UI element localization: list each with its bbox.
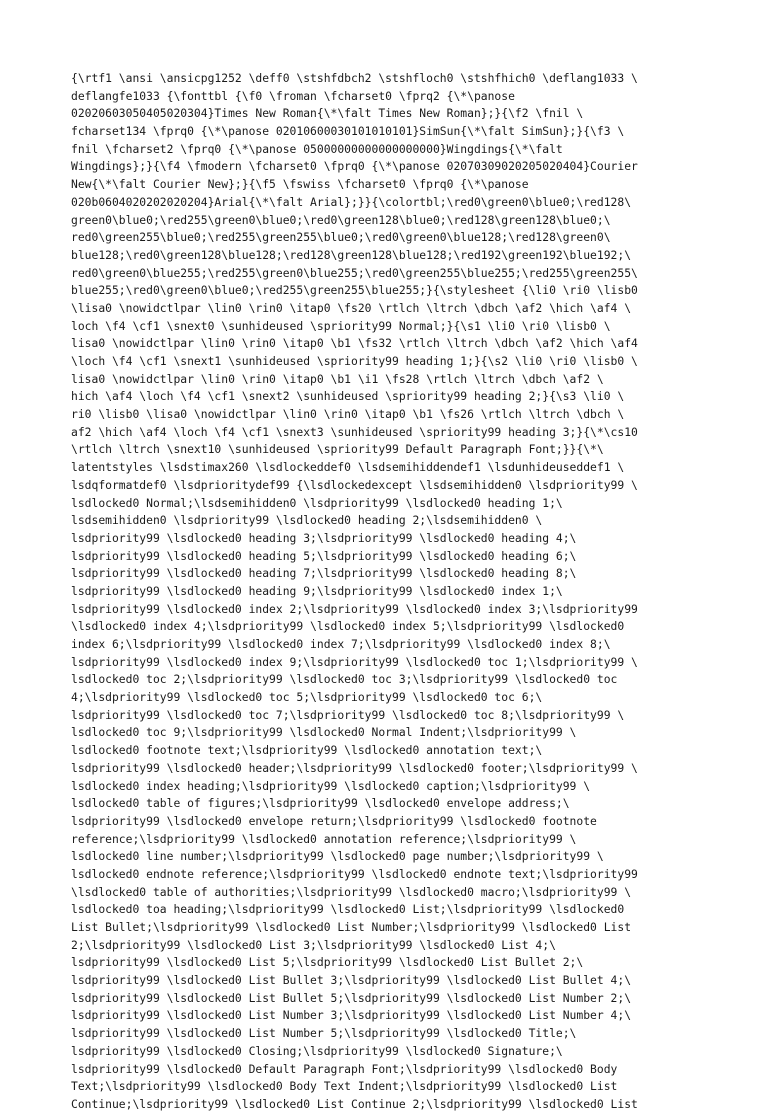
text-line: 4;\lsdpriority99 \lsdlocked0 toc 5;\lsdpriority99 \lsdlocked0 toc 6;\ bbox=[71, 690, 543, 705]
text-line: 020b0604020202020204}Arial{\*\falt Arial};}}{\colortbl;\red0\green0\blue0;\red128\ bbox=[71, 194, 632, 209]
text-line: \loch \f4 \cf1 \snext1 \sunhideused \spriority99 heading 1;}{\s2 \li0 \ri0 \lisb0 \ bbox=[71, 354, 638, 368]
text-line: lsdlocked0 toc 9;\lsdpriority99 \lsdlocked0 Normal Indent;\lsdpriority99 \ bbox=[71, 725, 577, 740]
text-line: lsdpriority99 \lsdlocked0 List 5;\lsdpriority99 \lsdlocked0 List Bullet 2;\ bbox=[71, 955, 584, 970]
text-line: lisa0 \nowidctlpar \lin0 \rin0 \itap0 \b1 \fs32 \rtlch \ltrch \dbch \af2 \hich \af4 bbox=[71, 336, 638, 351]
text-line: deflangfe1033 {\fonttbl {\f0 \froman \fcharset0 \fprq2 {\*\panose bbox=[71, 88, 515, 103]
text-line: Continue;\lsdpriority99 \lsdlocked0 List Continue 2;\lsdpriority99 \lsdlocked0 List bbox=[71, 1096, 638, 1111]
text-line: blue255;\red0\green0\blue0;\red255\green255\blue255;}{\stylesheet {\li0 \ri0 \lisb0 bbox=[71, 283, 638, 298]
text-line: lsdpriority99 \lsdlocked0 heading 3;\lsdpriority99 \lsdlocked0 heading 4;\ bbox=[71, 530, 577, 545]
text-line: \lsdlocked0 table of authorities;\lsdpriority99 \lsdlocked0 macro;\lsdpriority99 \ bbox=[71, 884, 632, 899]
text-line: lsdlocked0 footnote text;\lsdpriority99 \lsdlocked0 annotation text;\ bbox=[71, 743, 543, 758]
text-line: latentstyles \lsdstimax260 \lsdlockeddef0 \lsdsemihiddendef1 \lsdunhideuseddef1 \ bbox=[71, 460, 625, 475]
text-line: af2 \hich \af4 \loch \f4 \cf1 \snext3 \sunhideused \spriority99 heading 3;}{\*\cs10 bbox=[71, 424, 638, 439]
text-line: lsdpriority99 \lsdlocked0 heading 7;\lsdpriority99 \lsdlocked0 heading 8;\ bbox=[71, 566, 577, 581]
text-line: lsdlocked0 toc 2;\lsdpriority99 \lsdlocked0 toc 3;\lsdpriority99 \lsdlocked0 toc bbox=[71, 672, 618, 687]
text-line: ri0 \lisb0 \lisa0 \nowidctlpar \lin0 \rin0 \itap0 \b1 \fs26 \rtlch \ltrch \dbch \ bbox=[71, 407, 625, 422]
text-line: lsdsemihidden0 \lsdpriority99 \lsdlocked0 heading 2;\lsdsemihidden0 \ bbox=[71, 513, 543, 528]
text-line: 02020603050405020304}Times New Roman{\*\falt Times New Roman};}{\f2 \fnil \ bbox=[71, 106, 584, 121]
text-line: reference;\lsdpriority99 \lsdlocked0 annotation reference;\lsdpriority99 \ bbox=[71, 831, 577, 846]
text-line: fnil \fcharset2 \fprq0 {\*\panose 05000000000000000000}Wingdings{\*\falt bbox=[71, 141, 563, 156]
text-line: lsdpriority99 \lsdlocked0 index 2;\lsdpriority99 \lsdlocked0 index 3;\lsdpriority99 bbox=[71, 601, 638, 616]
text-line: lsdpriority99 \lsdlocked0 List Number 3;\lsdpriority99 \lsdlocked0 List Number 4;\ bbox=[71, 1008, 632, 1023]
text-line: loch \f4 \cf1 \snext0 \sunhideused \spriority99 Normal;}{\s1 \li0 \ri0 \lisb0 \ bbox=[71, 318, 611, 333]
text-line: lsdlocked0 toa heading;\lsdpriority99 \lsdlocked0 List;\lsdpriority99 \lsdlocked0 bbox=[71, 902, 625, 917]
text-line: \lsdlocked0 index 4;\lsdpriority99 \lsdlocked0 index 5;\lsdpriority99 \lsdlocked0 bbox=[71, 619, 625, 634]
text-line: lsdlocked0 table of figures;\lsdpriority99 \lsdlocked0 envelope address;\ bbox=[71, 796, 570, 811]
text-line: lisa0 \nowidctlpar \lin0 \rin0 \itap0 \b1 \i1 \fs28 \rtlch \ltrch \dbch \af2 \ bbox=[71, 371, 604, 386]
text-line: red0\green0\blue255;\red255\green0\blue255;\red0\green255\blue255;\red255\green255\ bbox=[71, 265, 638, 280]
text-line: lsdpriority99 \lsdlocked0 List Bullet 5;\lsdpriority99 \lsdlocked0 List Number 2;\ bbox=[71, 990, 632, 1005]
text-line: hich \af4 \loch \f4 \cf1 \snext2 \sunhideused \spriority99 heading 2;}{\s3 \li0 \ bbox=[71, 389, 625, 404]
text-line: lsdpriority99 \lsdlocked0 index 9;\lsdpriority99 \lsdlocked0 toc 1;\lsdpriority99 \ bbox=[71, 654, 638, 669]
text-line: 2;\lsdpriority99 \lsdlocked0 List 3;\lsdpriority99 \lsdlocked0 List 4;\ bbox=[71, 937, 556, 952]
text-line: lsdpriority99 \lsdlocked0 List Bullet 3;\lsdpriority99 \lsdlocked0 List Bullet 4;\ bbox=[71, 973, 632, 988]
text-line: index 6;\lsdpriority99 \lsdlocked0 index 7;\lsdpriority99 \lsdlocked0 index 8;\ bbox=[71, 637, 611, 651]
text-line: lsdpriority99 \lsdlocked0 heading 9;\lsdpriority99 \lsdlocked0 index 1;\ bbox=[71, 583, 563, 598]
text-line: lsdpriority99 \lsdlocked0 toc 7;\lsdpriority99 \lsdlocked0 toc 8;\lsdpriority99 \ bbox=[71, 707, 625, 722]
text-line: New{\*\falt Courier New};}{\f5 \fswiss \fcharset0 \fprq0 {\*\panose bbox=[71, 177, 529, 192]
text-line: lsdlocked0 index heading;\lsdpriority99 \lsdlocked0 caption;\lsdpriority99 \ bbox=[71, 778, 591, 793]
text-line: lsdpriority99 \lsdlocked0 Default Paragraph Font;\lsdpriority99 \lsdlocked0 Body bbox=[71, 1061, 618, 1076]
text-line: List Bullet;\lsdpriority99 \lsdlocked0 List Number;\lsdpriority99 \lsdlocked0 List bbox=[71, 920, 632, 934]
text-line: Text;\lsdpriority99 \lsdlocked0 Body Text Indent;\lsdpriority99 \lsdlocked0 List bbox=[71, 1079, 618, 1094]
text-line: lsdpriority99 \lsdlocked0 header;\lsdpriority99 \lsdlocked0 footer;\lsdpriority99 \ bbox=[71, 760, 638, 775]
text-line: lsdpriority99 \lsdlocked0 List Number 5;\lsdpriority99 \lsdlocked0 Title;\ bbox=[71, 1026, 577, 1041]
text-line: lsdlocked0 line number;\lsdpriority99 \lsdlocked0 page number;\lsdpriority99 \ bbox=[71, 849, 604, 864]
text-line: blue128;\red0\green128\blue128;\red128\green128\blue128;\red192\green192\blue192;\ bbox=[71, 247, 632, 262]
rtf-source-text bbox=[71, 70, 711, 1114]
text-line: lsdlocked0 endnote reference;\lsdpriority99 \lsdlocked0 endnote text;\lsdpriority99 bbox=[71, 866, 638, 881]
text-line: lsdpriority99 \lsdlocked0 Closing;\lsdpriority99 \lsdlocked0 Signature;\ bbox=[71, 1043, 563, 1058]
text-line: fcharset134 \fprq0 {\*\panose 02010600030101010101}SimSun{\*\falt SimSun};}{\f3 \ bbox=[71, 124, 625, 139]
text-line: green0\blue0;\red255\green0\blue0;\red0\green128\blue0;\red128\green128\blue0;\ bbox=[71, 212, 611, 227]
text-line: red0\green255\blue0;\red255\green255\blue0;\red0\green0\blue128;\red128\green0\ bbox=[71, 230, 611, 245]
text-line: lsdpriority99 \lsdlocked0 heading 5;\lsdpriority99 \lsdlocked0 heading 6;\ bbox=[71, 548, 577, 563]
text-line: Wingdings};}{\f4 \fmodern \fcharset0 \fprq0 {\*\panose 02070309020205020404}Courier bbox=[71, 159, 638, 174]
text-line: \lisa0 \nowidctlpar \lin0 \rin0 \itap0 \fs20 \rtlch \ltrch \dbch \af2 \hich \af4 \ bbox=[71, 300, 632, 315]
text-line: {\rtf1 \ansi \ansicpg1252 \deff0 \stshfdbch2 \stshfloch0 \stshfhich0 \deflang1033 \ bbox=[71, 71, 638, 85]
text-line: lsdpriority99 \lsdlocked0 envelope return;\lsdpriority99 \lsdlocked0 footnote bbox=[71, 813, 597, 828]
text-line: \rtlch \ltrch \snext10 \sunhideused \spriority99 Default Paragraph Font;}}{\*\ bbox=[71, 442, 604, 457]
text-line: lsdqformatdef0 \lsdprioritydef99 {\lsdlockedexcept \lsdsemihidden0 \lsdpriority99 \ bbox=[71, 477, 638, 492]
text-line: lsdlocked0 Normal;\lsdsemihidden0 \lsdpriority99 \lsdlocked0 heading 1;\ bbox=[71, 495, 563, 510]
